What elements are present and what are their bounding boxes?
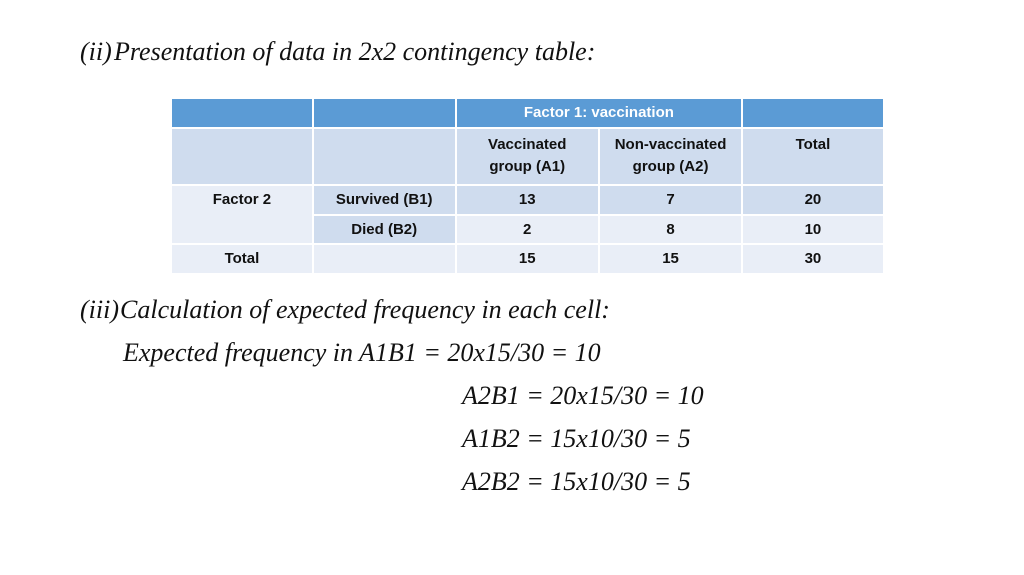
cell-a1b1: 13 [456, 185, 599, 215]
table-subheader-row [171, 128, 1023, 185]
row-label-b2: Died (B2) [313, 215, 456, 244]
row-label-total: Total [171, 244, 313, 274]
section-iii-title: Calculation of expected frequency in each cell: [120, 295, 610, 324]
table-row-total [171, 244, 1023, 274]
empty-cell [313, 244, 456, 274]
cell-grand-total: 30 [742, 244, 883, 274]
equation-a2b2: A2B2 = 15x10/30 = 5 [462, 467, 691, 496]
empty-cell [313, 98, 456, 128]
empty-cell [171, 98, 313, 128]
empty-cell [171, 128, 313, 185]
cell-total-b1: 20 [742, 185, 883, 215]
cell-a1b2: 2 [456, 215, 599, 244]
cell-total-a2: 15 [599, 244, 742, 274]
column-header-a1 [456, 128, 599, 185]
column-header-total: Total [742, 128, 883, 185]
equation-a1b2: A1B2 = 15x10/30 = 5 [462, 424, 691, 453]
contingency-table [170, 97, 1024, 275]
section-iii-heading [80, 295, 610, 325]
column-header-a2 [599, 128, 742, 185]
section-ii-number: (ii) [80, 37, 112, 66]
empty-cell [742, 98, 883, 128]
section-ii-heading [80, 37, 595, 67]
table-header-row [171, 98, 1023, 128]
equation-a2b1: A2B1 = 20x15/30 = 10 [462, 381, 704, 410]
table-row [171, 185, 1023, 215]
cell-total-b2: 10 [742, 215, 883, 244]
column-header-a1-line2: group (A1) [489, 158, 566, 175]
cell-a2b2: 8 [599, 215, 742, 244]
cell-a2b1: 7 [599, 185, 742, 215]
column-header-a1-line1: Vaccinated [488, 136, 567, 153]
row-label-b1: Survived (B1) [313, 185, 456, 215]
section-iii-number: (iii) [80, 295, 119, 324]
column-header-a2-line2: group (A2) [632, 158, 709, 175]
factor1-header: Factor 1: vaccination [456, 98, 743, 128]
empty-cell [313, 128, 456, 185]
cell-total-a1: 15 [456, 244, 599, 274]
factor2-label: Factor 2 [171, 185, 313, 244]
section-ii-title: Presentation of data in 2x2 contingency table: [114, 37, 596, 66]
equation-a1b1: Expected frequency in A1B1 = 20x15/30 = 10 [123, 338, 601, 367]
column-header-a2-line1: Non-vaccinated [614, 136, 727, 153]
